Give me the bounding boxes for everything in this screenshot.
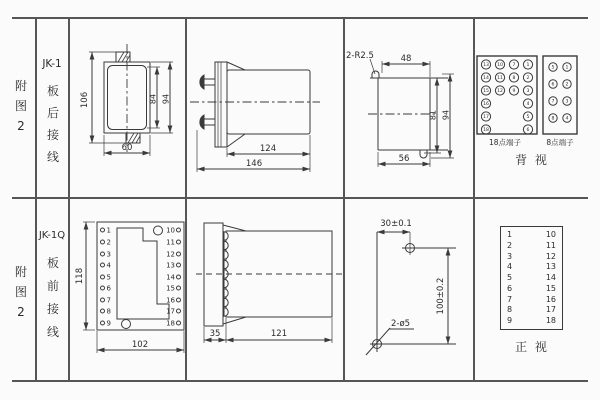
socket-pin-label: 6 <box>106 284 111 293</box>
pin-number: 3 <box>507 251 513 261</box>
terminal-number: 7 <box>551 99 555 105</box>
caption-back-view: 背 视 <box>515 153 549 167</box>
socket-pin-label: 1 <box>106 226 111 235</box>
terminal-number: 5 <box>551 65 555 71</box>
model-label-jk1: JK-1 <box>42 58 62 70</box>
table-row <box>507 295 556 305</box>
terminal-number: 9 <box>512 89 516 95</box>
table-row <box>507 316 556 326</box>
terminal-number: 4 <box>565 116 569 122</box>
table-row <box>507 252 556 262</box>
jk1-side-view-drawing <box>188 42 324 178</box>
caption-front-view: 正 视 <box>515 340 549 354</box>
terminal-block-8 <box>543 56 577 134</box>
dim-30: 30±0.1 <box>380 219 412 229</box>
terminal-number: 10 <box>497 63 503 69</box>
table-rule-top <box>12 17 588 19</box>
terminal-number: 15 <box>483 89 489 95</box>
pin-number: 8 <box>507 305 513 315</box>
terminal-number: 18 <box>483 128 489 134</box>
dim-56: 56 <box>398 154 410 164</box>
terminal-number: 17 <box>483 115 489 121</box>
note-2-r2.5: 2-R2.5 <box>346 51 374 61</box>
pin-number: 17 <box>545 305 556 315</box>
socket-pin-label: 18 <box>166 319 175 328</box>
pin-number: 16 <box>545 294 556 304</box>
terminal-number: 3 <box>526 89 530 95</box>
socket-pin-label: 3 <box>106 250 111 259</box>
pin-number: 9 <box>507 316 513 325</box>
pin-number: 1 <box>507 230 513 239</box>
socket-pin-label: 7 <box>106 296 111 305</box>
pin-number: 7 <box>507 294 513 304</box>
mounting-holes <box>373 244 415 349</box>
socket-pin-label: 2 <box>106 238 111 247</box>
socket-pin-label: 12 <box>166 250 175 259</box>
socket-side-outline <box>196 223 344 326</box>
table-row <box>507 305 556 315</box>
figure-label-bottom: 附图2 <box>14 265 27 319</box>
table-rule-middle <box>12 197 588 199</box>
socket-pin-label: 4 <box>106 261 111 270</box>
terminal-number: 1 <box>565 65 569 71</box>
pin-number: 14 <box>545 273 556 282</box>
wiring-label-top: 板后接线 <box>46 84 59 164</box>
dim-124: 124 <box>259 144 277 154</box>
relay-case-outline <box>104 44 150 152</box>
socket-pin-label: 11 <box>166 238 175 247</box>
socket-pin-label: 17 <box>166 307 175 316</box>
socket-pin-label: 10 <box>166 226 175 235</box>
pin-number: 6 <box>507 283 513 293</box>
drilling-plan-drawing <box>356 216 472 374</box>
terminal-number: 5 <box>526 115 530 121</box>
jk1q-socket-front-drawing <box>68 213 200 373</box>
jk1-front-view-drawing <box>78 38 183 170</box>
socket-pin-label: 8 <box>106 307 111 316</box>
table-row <box>507 262 556 272</box>
pin-number: 13 <box>545 262 556 272</box>
terminal-number: 1 <box>526 63 530 69</box>
dim-121: 121 <box>270 329 288 339</box>
socket-pin-label: 5 <box>106 273 111 282</box>
pin-number: 11 <box>545 240 556 250</box>
pin-number: 5 <box>507 273 513 282</box>
dim-94: 94 <box>161 93 171 105</box>
table-rule-col1 <box>35 18 37 381</box>
dim-118: 118 <box>75 267 85 285</box>
terminal-number: 6 <box>526 128 530 134</box>
terminal-number: 14 <box>483 76 489 82</box>
terminal-number: 7 <box>512 63 516 69</box>
terminal-number: 6 <box>551 82 555 88</box>
dim-35: 35 <box>209 329 221 339</box>
terminal-number: 2 <box>565 82 569 88</box>
terminal-number: 16 <box>483 102 489 108</box>
pin-number: 12 <box>545 251 556 261</box>
terminal-number: 13 <box>483 63 489 69</box>
panel-cutout-drawing <box>346 40 471 175</box>
caption-18-point: 18点端子 <box>488 138 522 147</box>
socket-pin-label: 16 <box>166 296 175 305</box>
table-row <box>507 284 556 294</box>
pin-number: 2 <box>507 240 513 250</box>
caption-8-point: 8点端子 <box>546 138 574 147</box>
table-rule-bottom <box>12 380 588 382</box>
terminal-views-drawing <box>474 54 584 138</box>
model-label-jk1q: JK-1Q <box>38 230 66 241</box>
dimension-lines <box>89 52 173 156</box>
relay-side-outline <box>190 62 320 147</box>
dim-48: 48 <box>400 54 412 64</box>
socket-pin-label: 9 <box>106 319 111 328</box>
dim-60: 60 <box>121 143 133 153</box>
table-row <box>507 241 556 251</box>
terminal-number: 11 <box>497 76 503 82</box>
dim-106: 106 <box>80 91 90 109</box>
dim-146: 146 <box>245 159 263 169</box>
pin-number: 15 <box>545 283 556 293</box>
terminal-number: 4 <box>526 102 530 108</box>
dim-102: 102 <box>131 340 149 350</box>
terminal-number: 8 <box>551 116 555 122</box>
wiring-label-bottom: 板前接线 <box>46 256 59 339</box>
table-row <box>507 230 556 240</box>
table-row <box>507 273 556 283</box>
terminal-number: 3 <box>565 99 569 105</box>
socket-pin-label: 13 <box>166 261 175 270</box>
front-view-terminal-table <box>500 226 563 330</box>
pin-number: 10 <box>545 230 556 239</box>
dim-100: 100±0.2 <box>436 277 446 315</box>
dim-81: 81 <box>428 109 438 121</box>
socket-pin-label: 14 <box>166 273 175 282</box>
socket-pin-label: 15 <box>166 284 175 293</box>
figure-label-top: 附图2 <box>14 79 27 133</box>
note-2-phi5: 2-ø5 <box>391 319 411 329</box>
terminal-number: 12 <box>497 89 503 95</box>
pin-number: 4 <box>507 262 513 272</box>
dim-84: 84 <box>148 93 158 105</box>
terminal-number: 8 <box>512 76 516 82</box>
jk1q-side-view-drawing <box>196 216 348 356</box>
pin-number: 18 <box>545 316 556 325</box>
terminal-number: 2 <box>526 76 530 82</box>
dim-94-cutout: 94 <box>441 109 451 121</box>
